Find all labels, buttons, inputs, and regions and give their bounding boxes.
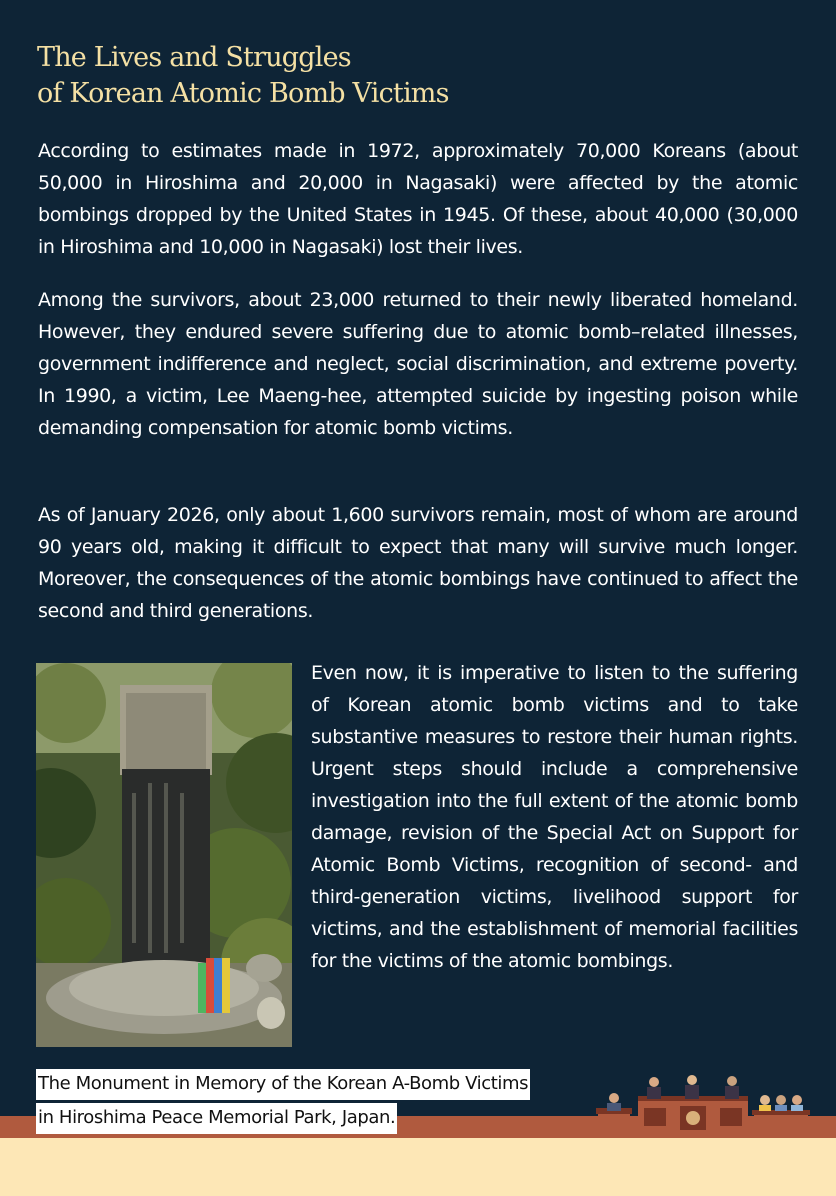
paragraph-estimates: According to estimates made in 1972, approximately 70,000 Koreans (about 50,000 in Hiroshima and 20,000 in Nagasaki) were affected by the atomic bombings dropped by the United States in 1945. Of these, about 40,000 (30,000 in Hiroshima and 10,000 in Nagasaki) lost their lives. bbox=[38, 140, 798, 258]
courtroom-illustration bbox=[592, 1068, 812, 1140]
paragraph-survivors: Among the survivors, about 23,000 returned to their newly liberated homeland. However, they endured severe suffering due to atomic bomb–related illnesses, government indifference and neglect, social discrimination, and extreme poverty. In 1990, a victim, Lee Maeng-hee, attempted suicide by ingesting poison while demanding compensation for atomic bomb victims. bbox=[38, 289, 798, 439]
page-title bbox=[37, 40, 737, 112]
title-line-2: of Korean Atomic Bomb Victims bbox=[37, 78, 449, 109]
footer-area bbox=[0, 1138, 836, 1196]
paragraph-measures: Even now, it is imperative to listen to the suffering of Korean atomic bomb victims and to take substantive measures to restore their human rights. Urgent steps should include a comprehensive investigation into the full extent of the atomic bomb damage, revision of the Special Act on Support for Atomic Bomb Victims, recognition of second- and third-generation victims, livelihood support for victims, and the establishment of memorial facilities for the victims of the atomic bombings. bbox=[311, 662, 798, 972]
caption-line-2: in Hiroshima Peace Memorial Park, Japan. bbox=[36, 1103, 397, 1134]
monument-photo-image bbox=[36, 663, 292, 1047]
title-line-1: The Lives and Struggles bbox=[37, 42, 351, 73]
caption-line-1: The Monument in Memory of the Korean A-Bomb Victims bbox=[36, 1069, 530, 1100]
paragraph-remaining: As of January 2026, only about 1,600 survivors remain, most of whom are around 90 years old, making it difficult to expect that many will survive much longer. Moreover, the consequences of the atomic bombings have continued to affect the second and third generations. bbox=[38, 504, 798, 622]
monument-photo bbox=[36, 663, 292, 1047]
